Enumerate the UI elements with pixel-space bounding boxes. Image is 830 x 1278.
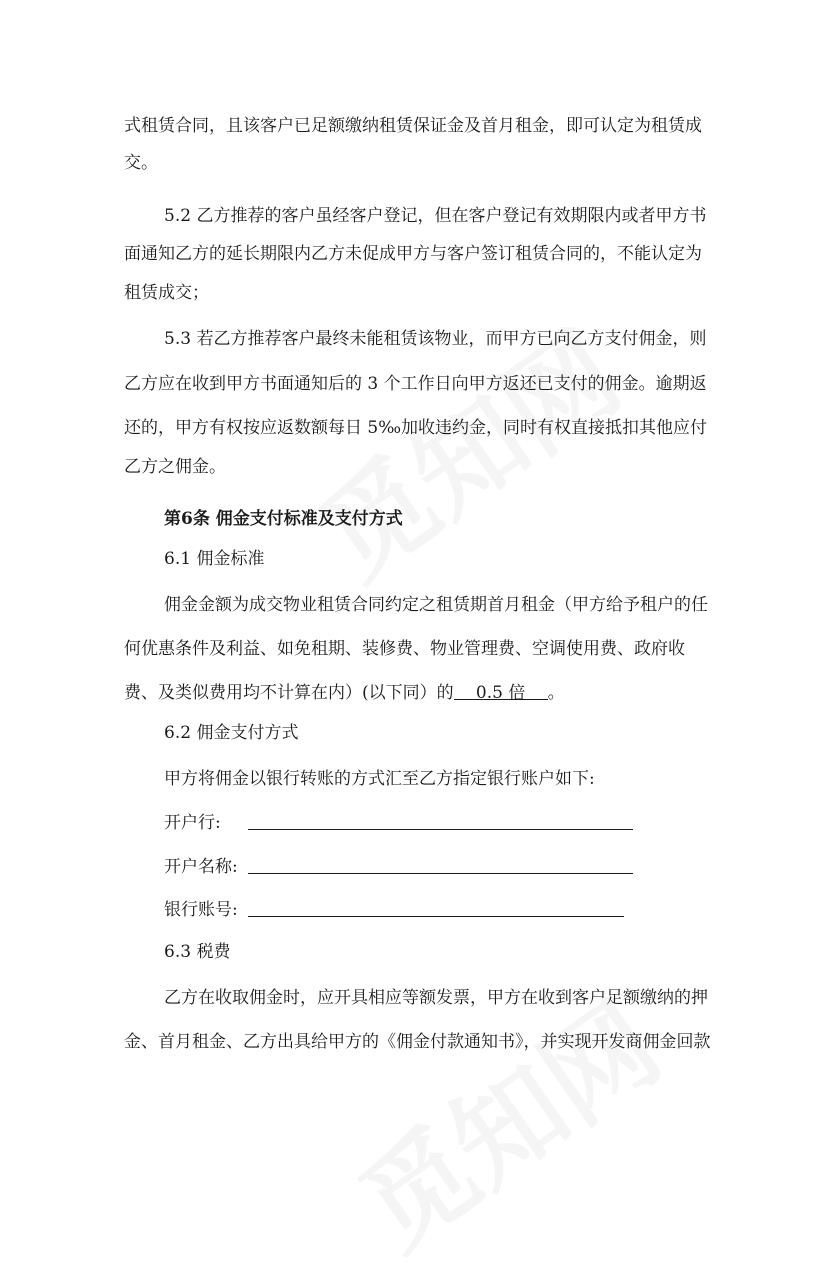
subsection-heading: 6.1 佣金标准 <box>164 549 265 569</box>
paragraph-line: 式租赁合同，且该客户已足额缴纳租赁保证金及首月租金，即可认定为租赁成 <box>124 116 702 136</box>
paragraph-line: 乙方在收取佣金时，应开具相应等额发票，甲方在收到客户足额缴纳的押 <box>164 988 708 1008</box>
paragraph-line: 甲方将佣金以银行转账的方式汇至乙方指定银行账户如下: <box>164 769 595 789</box>
clause-5-2: 5.2 乙方推荐的客户虽经客户登记，但在客户登记有效期限内或者甲方书 <box>164 206 707 226</box>
account-number-field[interactable] <box>248 916 624 917</box>
paragraph-line: 何优惠条件及利益、如免租期、装修费、物业管理费、空调使用费、政府收 <box>124 639 685 659</box>
paragraph-line: 乙方之佣金。 <box>124 457 226 477</box>
commission-blank <box>454 681 548 703</box>
bank-name-label: 开户行: <box>164 813 221 833</box>
subsection-heading: 6.3 税费 <box>164 942 231 962</box>
account-name-label: 开户名称: <box>164 857 238 877</box>
commission-text: 费、及类似费用均不计算在内）(以下同）的 <box>124 683 454 703</box>
commission-value: 0.5 倍 <box>475 683 526 703</box>
account-number-label: 银行账号: <box>164 900 238 920</box>
paragraph-line: 面通知乙方的延长期限内乙方未促成甲方与客户签订租赁合同的，不能认定为 <box>124 244 702 264</box>
bank-name-field[interactable] <box>248 829 633 830</box>
paragraph-line: 佣金金额为成交物业租赁合同约定之租赁期首月租金（甲方给予租户的任 <box>164 595 708 615</box>
clause-5-3: 5.3 若乙方推荐客户最终未能租赁该物业，而甲方已向乙方支付佣金，则 <box>164 329 707 349</box>
paragraph-line: 租赁成交； <box>124 283 209 303</box>
paragraph-line: 还的，甲方有权按应返数额每日 5‰加收违约金，同时有权直接抵扣其他应付 <box>124 418 708 438</box>
subsection-heading: 6.2 佣金支付方式 <box>164 723 299 743</box>
section-heading: 第6条 佣金支付标准及支付方式 <box>164 509 403 529</box>
account-name-field[interactable] <box>248 873 633 874</box>
commission-suffix: 。 <box>547 683 565 703</box>
paragraph-line: 交。 <box>124 153 158 173</box>
commission-line <box>124 681 714 705</box>
paragraph-line: 乙方应在收到甲方书面通知后的 3 个工作日向甲方返还已支付的佣金。逾期返 <box>124 374 707 394</box>
paragraph-line: 金、首月租金、乙方出具给甲方的《佣金付款通知书》，并实现开发商佣金回款 <box>124 1032 711 1052</box>
